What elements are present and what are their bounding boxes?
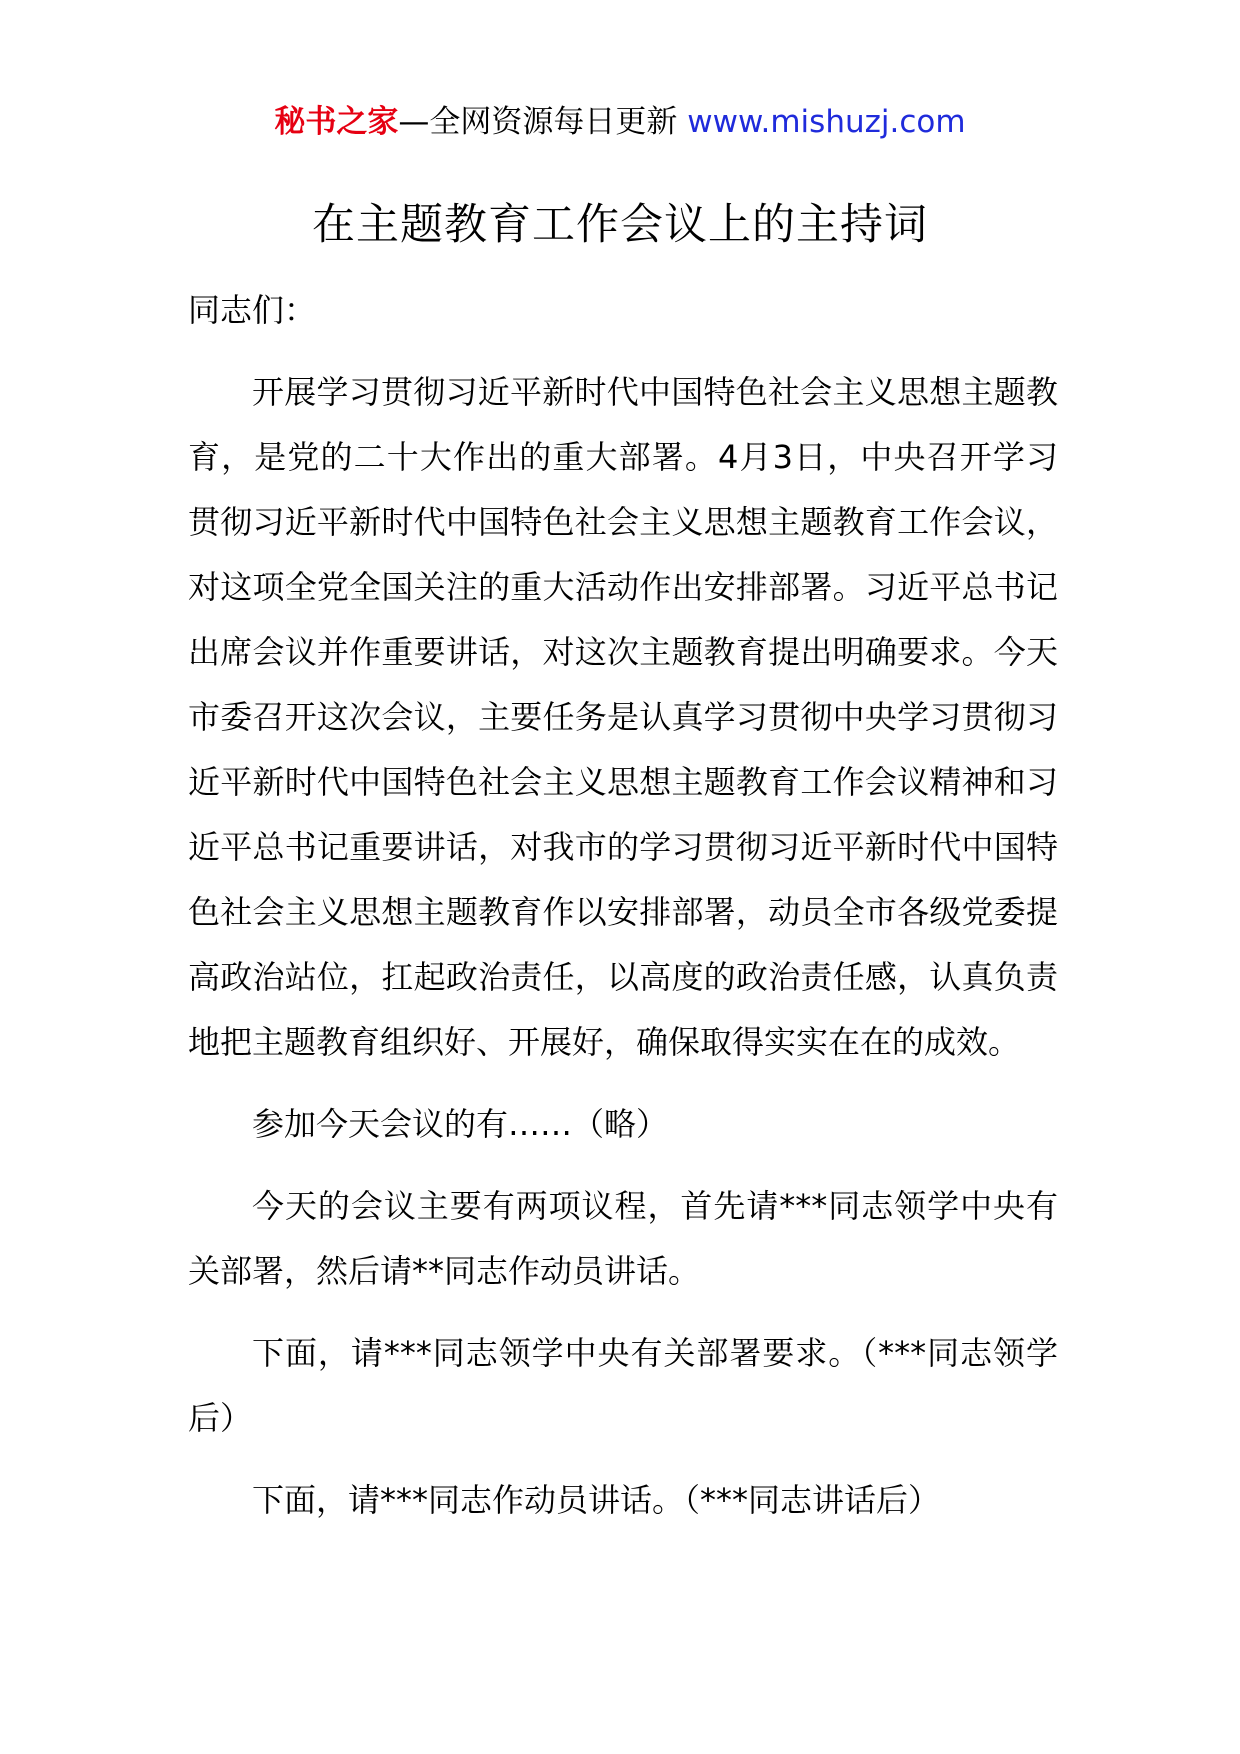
paragraph-first-item: 下面，请***同志领学中央有关部署要求。（***同志领学后） xyxy=(188,1334,1058,1437)
site-banner xyxy=(0,100,1240,144)
salutation: 同志们： xyxy=(188,291,317,329)
banner-tagline: —全网资源每日更新 xyxy=(398,104,678,140)
document-body xyxy=(188,278,1058,1533)
paragraph-agenda: 今天的会议主要有两项议程，首先请***同志领学中央有关部署，然后请**同志作动员讲话。 xyxy=(188,1187,1058,1290)
banner-brand: 秘书之家 xyxy=(274,104,399,140)
paragraph-intro: 开展学习贯彻习近平新时代中国特色社会主义思想主题教育，是党的二十大作出的重大部署。4月3日，中央召开学习贯彻习近平新时代中国特色社会主义思想主题教育工作会议，对这项全党全国关注的重大活动作出安排部署。习近平总书记出席会议并作重要讲话，对这次主题教育提出明确要求。今天市委召开这次会议，主要任务是认真学习贯彻中央学习贯彻习近平新时代中国特色社会主义思想主题教育工作会议精神和习近平总书记重要讲话，对我市的学习贯彻习近平新时代中国特色社会主义思想主题教育作以安排部署，动员全市各级党委提高政治站位，扛起政治责任，以高度的政治责任感，认真负责地把主题教育组织好、开展好，确保取得实实在在的成效。 xyxy=(188,373,1058,1061)
paragraph-second-item: 下面，请***同志作动员讲话。（***同志讲话后） xyxy=(252,1481,941,1519)
banner-url-link[interactable]: www.mishuzj.com xyxy=(687,104,966,140)
paragraph-attendees: 参加今天会议的有……（略） xyxy=(252,1105,669,1143)
document-title: 在主题教育工作会议上的主持词 xyxy=(312,200,928,250)
